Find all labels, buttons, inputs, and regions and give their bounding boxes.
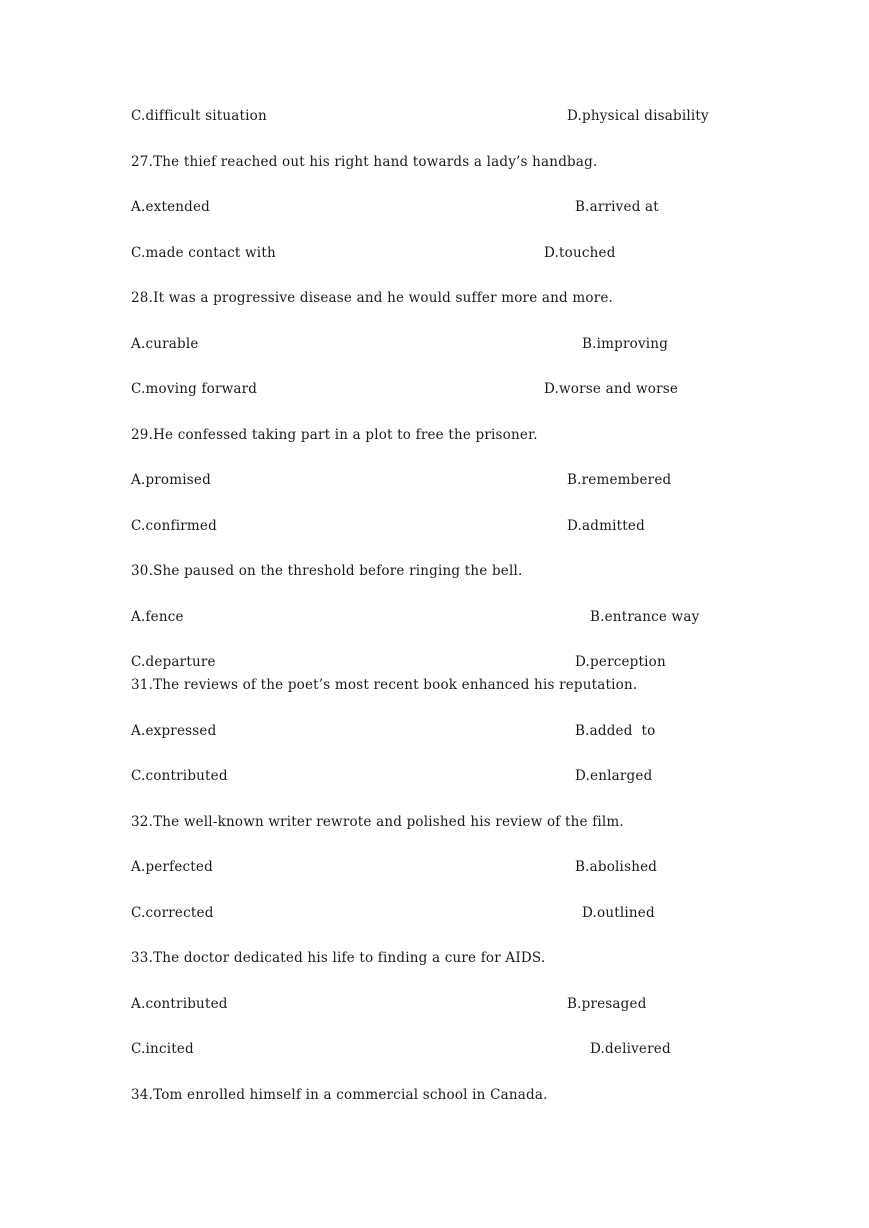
question-32: 32.The well-known writer rewrote and polished his review of the film. — [131, 814, 624, 830]
option-a: A.contributed — [131, 996, 228, 1012]
question-33: 33.The doctor dedicated his life to finding a cure for AIDS. — [131, 950, 546, 966]
option-c: C.difficult situation — [131, 108, 267, 124]
option-b: B.arrived at — [575, 199, 659, 215]
question-28: 28.It was a progressive disease and he would suffer more and more. — [131, 290, 614, 306]
option-c: C.moving forward — [131, 381, 258, 397]
option-c: C.corrected — [131, 905, 214, 921]
option-d: D.outlined — [582, 905, 655, 921]
option-d: D.worse and worse — [544, 381, 679, 397]
option-c: C.made contact with — [131, 245, 276, 261]
option-c: C.incited — [131, 1041, 194, 1057]
option-c: C.departure — [131, 654, 216, 670]
option-a: A.perfected — [131, 859, 213, 875]
option-d: D.physical disability — [567, 108, 709, 124]
option-b: B.added to — [575, 723, 656, 739]
question-30: 30.She paused on the threshold before ringing the bell. — [131, 563, 523, 579]
option-b: B.abolished — [575, 859, 658, 875]
option-a: A.promised — [131, 472, 211, 488]
option-d: D.enlarged — [575, 768, 653, 784]
option-b: B.presaged — [567, 996, 647, 1012]
option-a: A.curable — [131, 336, 199, 352]
option-b: B.improving — [582, 336, 669, 352]
option-d: D.perception — [575, 654, 666, 670]
question-29: 29.He confessed taking part in a plot to free the prisoner. — [131, 427, 538, 443]
question-27: 27.The thief reached out his right hand towards a lady’s handbag. — [131, 154, 598, 170]
option-a: A.expressed — [131, 723, 217, 739]
question-34: 34.Tom enrolled himself in a commercial school in Canada. — [131, 1087, 548, 1103]
option-b: B.remembered — [567, 472, 672, 488]
question-31: 31.The reviews of the poet’s most recent book enhanced his reputation. — [131, 677, 638, 693]
option-d: D.touched — [544, 245, 616, 261]
option-d: D.delivered — [590, 1041, 671, 1057]
option-c: C.confirmed — [131, 518, 217, 534]
option-c: C.contributed — [131, 768, 228, 784]
option-d: D.admitted — [567, 518, 645, 534]
option-a: A.extended — [131, 199, 211, 215]
option-a: A.fence — [131, 609, 184, 625]
option-b: B.entrance way — [590, 609, 700, 625]
